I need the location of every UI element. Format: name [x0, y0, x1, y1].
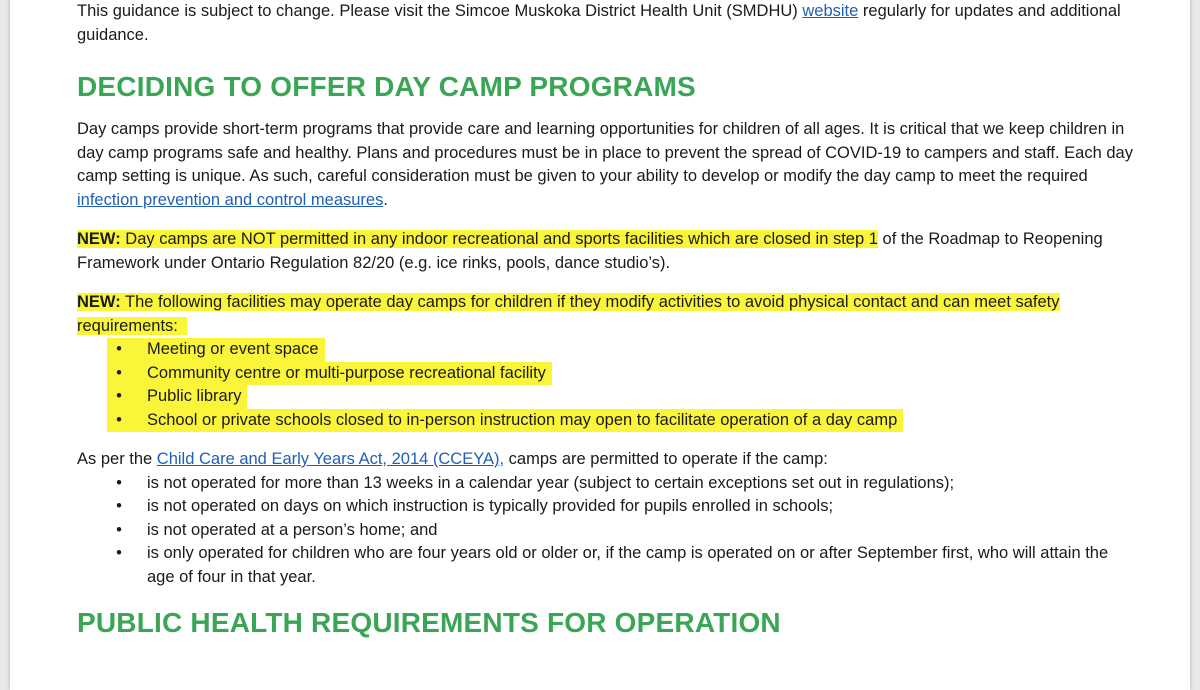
list-item — [77, 472, 1137, 496]
bullet-icon: • — [116, 387, 122, 405]
new-notice-2-highlight — [77, 293, 1060, 335]
bullet-highlight — [107, 362, 147, 386]
list-item — [77, 519, 1137, 543]
list-item — [77, 495, 1137, 519]
condition-item-text: is not operated for more than 13 weeks in a calendar year (subject to certain exceptions set out in regulations); — [147, 473, 955, 492]
new-notice-1-highlight — [77, 230, 878, 248]
section-heading-public-health: PUBLIC HEALTH REQUIREMENTS FOR OPERATION — [77, 607, 781, 638]
day-camps-end: . — [383, 190, 388, 209]
bullet-icon: • — [116, 520, 122, 539]
intro-paragraph — [77, 0, 1137, 47]
cceya-section — [77, 448, 1137, 589]
list-item — [77, 338, 1137, 362]
bullet-icon: • — [116, 473, 122, 492]
new-notice-2-text — [77, 291, 1137, 338]
condition-item-text: is not operated on days on which instruction is typically provided for pupils enrolled in schools; — [147, 497, 834, 515]
cceya-conditions-list — [77, 472, 1137, 590]
section-heading-deciding: DECIDING TO OFFER DAY CAMP PROGRAMS — [77, 71, 696, 102]
cceya-text-after: camps are permitted to operate if the camp: — [504, 450, 828, 468]
cceya-intro — [77, 448, 1137, 472]
bullet-icon: • — [116, 410, 122, 429]
new-notice-1-rest: of the Roadmap to Reopening Framework under Ontario Regulation 82/20 (e.g. ice rinks, pools, dance studio’s). — [77, 230, 1103, 272]
day-camps-text: Day camps provide short-term programs that provide care and learning opportunities for children of all ages. It is critical that we keep children in day camp programs safe and healthy. Plans and procedures must be in place to prevent the spread of COVID-19 to campers and staff. Each day camp setting is unique. As such, careful consideration must be given to your ability to develop or modify the day camp to meet the required — [77, 120, 1133, 185]
list-item — [77, 385, 1137, 409]
document-page — [10, 0, 1190, 690]
condition-item-text: is only operated for children who are four years old or older or, if the camp is operated on or after September first, who will attain the age of four in that year. — [147, 544, 1109, 586]
infection-prevention-link[interactable]: infection prevention and control measures — [77, 190, 384, 209]
list-item — [77, 362, 1137, 386]
intro-text-before: This guidance is subject to change. Please visit the Simcoe Muskoka District Health Unit (SMDHU) — [77, 2, 803, 20]
day-camps-paragraph — [77, 118, 1137, 212]
facility-item-text: Community centre or multi-purpose recreational facility — [147, 362, 552, 386]
new-notice-2-highlighted-text: The following facilities may operate day camps for children if they modify activities to avoid physical contact and can meet safety requirements: — [77, 293, 1060, 335]
intro-text-after: regularly for updates and additional guidance. — [77, 2, 1121, 44]
condition-item-text: is not operated at a person’s home; and — [147, 520, 438, 539]
cceya-text-before: As per the — [77, 450, 157, 468]
new-label-2: NEW: — [77, 293, 121, 311]
facilities-list — [77, 338, 1137, 432]
bullet-icon: • — [116, 340, 122, 358]
bullet-icon: • — [116, 363, 122, 382]
website-link[interactable]: website — [802, 2, 859, 20]
cceya-link[interactable]: Child Care and Early Years Act, 2014 (CCEYA), — [156, 450, 505, 468]
list-item — [77, 542, 1137, 589]
bullet-highlight — [107, 409, 147, 433]
list-item — [77, 409, 1137, 433]
bullet-icon: • — [116, 544, 122, 562]
new-notice-1 — [77, 228, 1137, 275]
new-notice-2 — [77, 291, 1137, 432]
bullet-highlight — [107, 338, 147, 362]
new-label-1: NEW: — [77, 230, 121, 248]
bullet-highlight — [107, 385, 147, 409]
document-content — [77, 0, 1137, 640]
facility-item-text: Meeting or event space — [147, 338, 325, 362]
new-notice-1-highlighted-text: Day camps are NOT permitted in any indoor recreational and sports facilities which are closed in step 1 — [120, 230, 878, 248]
bullet-icon: • — [116, 497, 122, 515]
facility-item-text: School or private schools closed to in-person instruction may open to facilitate operation of a day camp — [147, 409, 903, 433]
facility-item-text: Public library — [147, 385, 247, 409]
